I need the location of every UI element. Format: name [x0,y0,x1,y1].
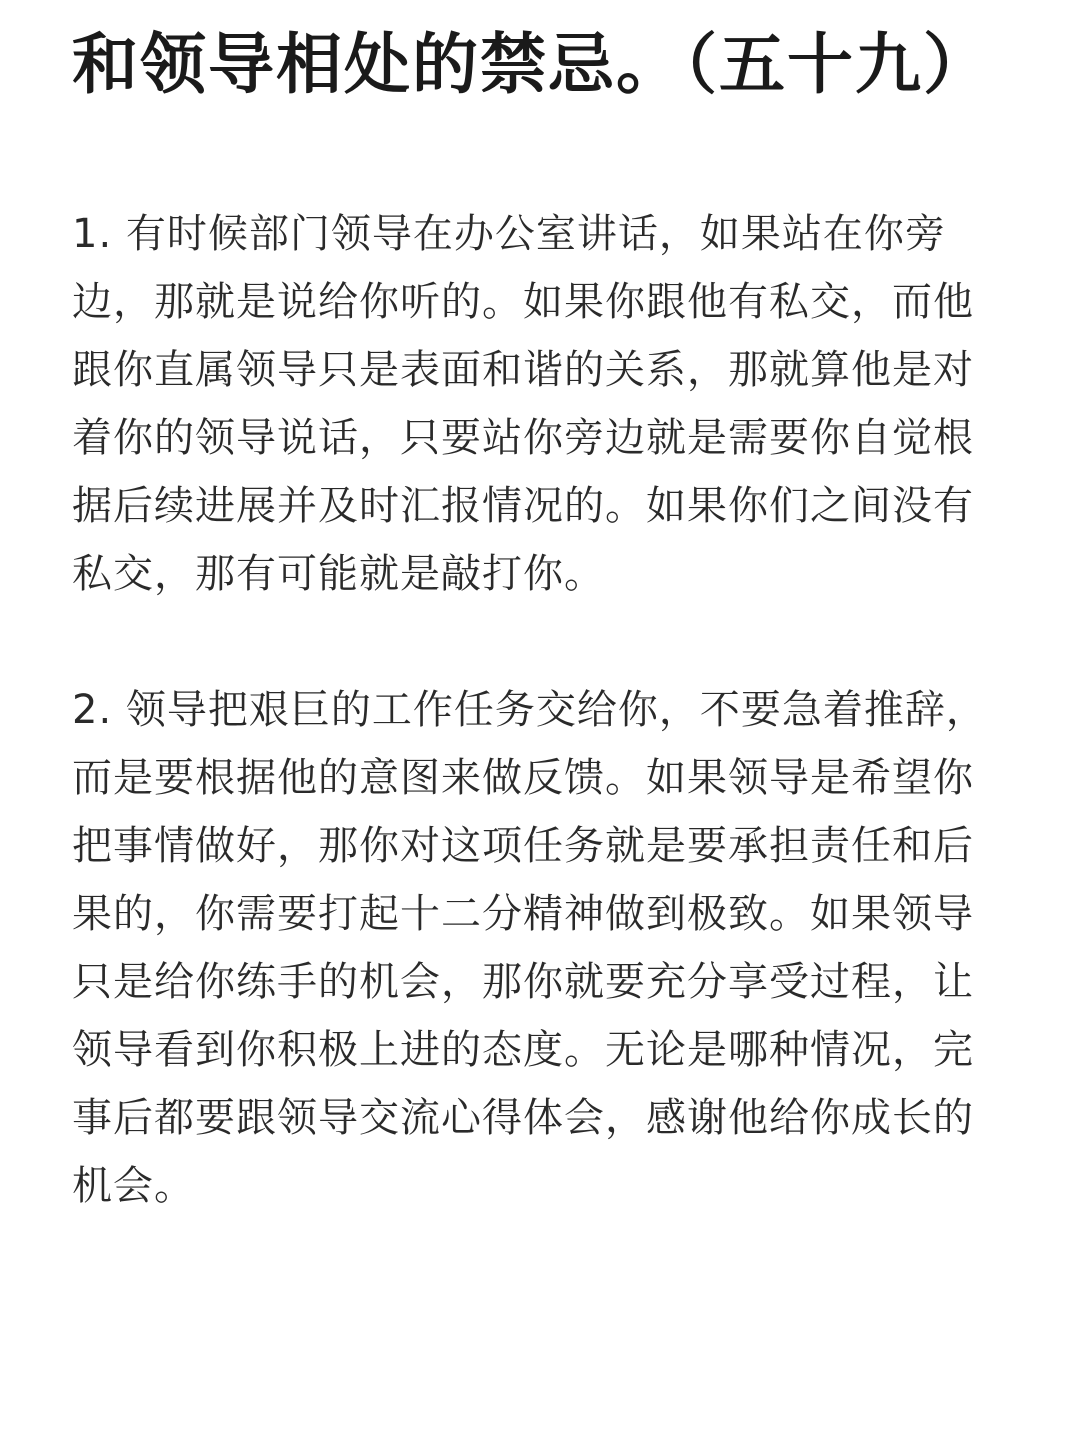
article-paragraph-2: 2. 领导把艰巨的工作任务交给你，不要急着推辞，而是要根据他的意图来做反馈。如果领导是希望你把事情做好，那你对这项任务就是要承担责任和后果的，你需要打起十二分精神做到极致。如果领导只是给你练手的机会，那你就要充分享受过程，让领导看到你积极上进的态度。无论是哪种情况，完事后都要跟领导交流心得体会，感谢他给你成长的机会。 [72,687,987,1209]
article-title: 和领导相处的禁忌。（五十九） [72,26,991,103]
article-paragraph-1: 1. 有时候部门领导在办公室讲话，如果站在你旁边，那就是说给你听的。如果你跟他有私交，而他跟你直属领导只是表面和谐的关系，那就算他是对着你的领导说话，只要站你旁边就是需要你自觉根据后续进展并及时汇报情况的。如果你们之间没有私交，那有可能就是敲打你。 [72,211,974,597]
